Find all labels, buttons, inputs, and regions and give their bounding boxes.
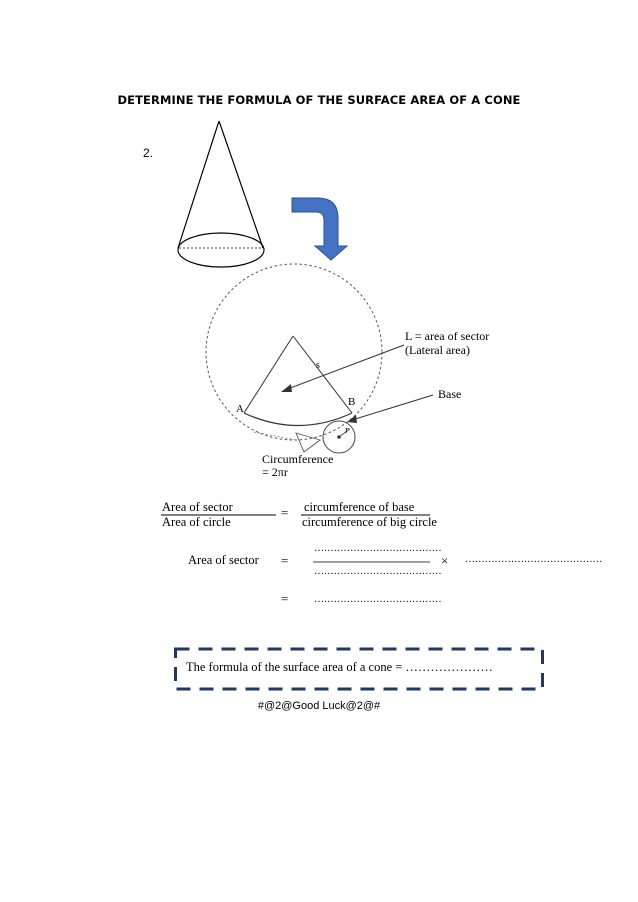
blank-result[interactable]: ………………………………… <box>314 594 442 605</box>
label-circumference: Circumference <box>262 452 334 466</box>
work-equals-2: = <box>281 591 289 606</box>
ratio-left-numerator: Area of sector <box>162 500 233 514</box>
label-radius-r: r <box>345 425 349 436</box>
ratio-right-denominator: circumference of big circle <box>302 515 437 529</box>
label-lateral-area: (Lateral area) <box>405 343 470 357</box>
label-circumference-value: = 2πr <box>262 465 288 479</box>
ratio-left-denominator: Area of circle <box>162 515 231 529</box>
label-slant-s: s <box>316 360 320 371</box>
net-diagram <box>206 264 433 453</box>
curved-arrow-icon <box>292 198 347 260</box>
cone-drawing <box>178 121 264 267</box>
work-label: Area of sector <box>188 553 259 567</box>
ratio-equals: = <box>281 505 289 520</box>
blank-denominator[interactable]: ………………………………… <box>314 566 442 577</box>
page-title: DETERMINE THE FORMULA OF THE SURFACE AREA OF A CONE <box>117 93 521 107</box>
footer-text: #@2@Good Luck@2@# <box>257 700 381 712</box>
label-sector-area: L = area of sector <box>405 329 490 343</box>
label-base: Base <box>438 387 462 401</box>
blank-factor[interactable]: …………………………………… <box>465 554 603 565</box>
label-point-a: A <box>236 403 244 415</box>
ratio-right-numerator: circumference of base <box>304 500 415 514</box>
work-equals-1: = <box>281 553 289 568</box>
question-number: 2. <box>143 146 154 160</box>
times-sign: × <box>441 553 449 568</box>
formula-statement[interactable]: The formula of the surface area of a cone = ………………… <box>186 660 493 674</box>
blank-numerator[interactable]: ………………………………… <box>314 543 442 554</box>
label-point-b: B <box>348 396 356 408</box>
